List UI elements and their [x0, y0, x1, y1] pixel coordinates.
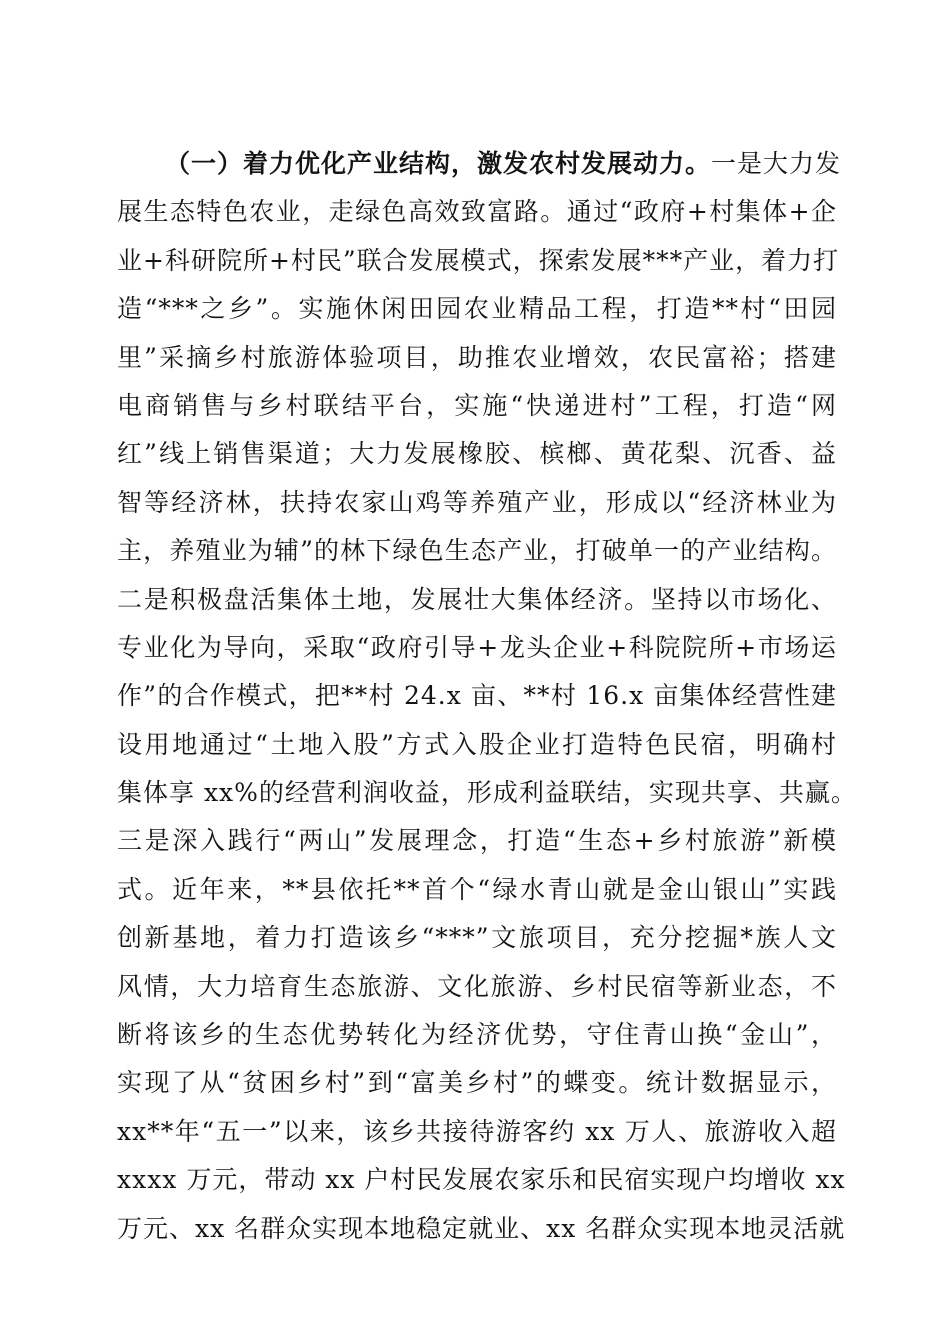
paragraph-line: 展生态特色农业，走绿色高效致富路。通过“政府+村集体+企	[117, 197, 837, 227]
paragraph-line: 电商销售与乡村联结平台，实施“快递进村”工程，打造“网	[117, 390, 837, 420]
paragraph-line: xxxx 万元，带动 xx 户村民发展农家乐和民宿实现户均增收 xx	[117, 1165, 846, 1195]
paragraph-line: 二是积极盘活集体土地，发展壮大集体经济。坚持以市场化、	[117, 584, 837, 614]
paragraph-line: 作”的合作模式，把**村 24.x 亩、**村 16.x 亩集体经营性建	[117, 681, 837, 711]
paragraph-line: 红”线上销售渠道；大力发展橡胶、槟榔、黄花梨、沉香、益	[117, 439, 837, 469]
paragraph-line: 造“***之乡”。实施休闲田园农业精品工程，打造**村“田园	[117, 294, 837, 324]
paragraph-line: 设用地通过“土地入股”方式入股企业打造特色民宿，明确村	[117, 729, 837, 759]
paragraph-line: 断将该乡的生态优势转化为经济优势，守住青山换“金山”，	[117, 1020, 837, 1050]
paragraph-line: 集体享 xx%的经营利润收益，形成利益联结，实现共享、共赢。	[117, 778, 857, 808]
paragraph-line-1	[117, 140, 842, 188]
paragraph-line: 专业化为导向，采取“政府引导+龙头企业+科院院所+市场运	[117, 632, 837, 662]
body-paragraph	[117, 140, 857, 1253]
paragraph-line: 实现了从“贫困乡村”到“富美乡村”的蝶变。统计数据显示，	[117, 1068, 837, 1098]
paragraph-line: 智等经济林，扶持农家山鸡等养殖产业，形成以“经济林业为	[117, 487, 837, 517]
paragraph-line: 式。近年来，**县依托**首个“绿水青山就是金山银山”实践	[117, 874, 837, 904]
paragraph-line: 主，养殖业为辅”的林下绿色生态产业，打破单一的产业结构。	[117, 536, 837, 566]
paragraph-line: 风情，大力培育生态旅游、文化旅游、乡村民宿等新业态，不	[117, 971, 837, 1001]
paragraph-line: 三是深入践行“两山”发展理念，打造“生态+乡村旅游”新模	[117, 826, 837, 856]
paragraph-line: 业+科研院所+村民”联合发展模式，探索发展***产业，着力打	[117, 245, 840, 275]
section-heading: （一）着力优化产业结构，激发农村发展动力。	[165, 149, 712, 178]
paragraph-line: xx**年“五一”以来，该乡共接待游客约 xx 万人、旅游收入超	[117, 1116, 837, 1146]
line-text: 一是大力发	[711, 149, 842, 178]
paragraph-line: 里”采摘乡村旅游体验项目，助推农业增效，农民富裕；搭建	[117, 342, 837, 372]
paragraph-line: 创新基地，着力打造该乡“***”文旅项目，充分挖掘*族人文	[117, 923, 837, 953]
paragraph-line: 万元、xx 名群众实现本地稳定就业、xx 名群众实现本地灵活就	[117, 1213, 846, 1243]
